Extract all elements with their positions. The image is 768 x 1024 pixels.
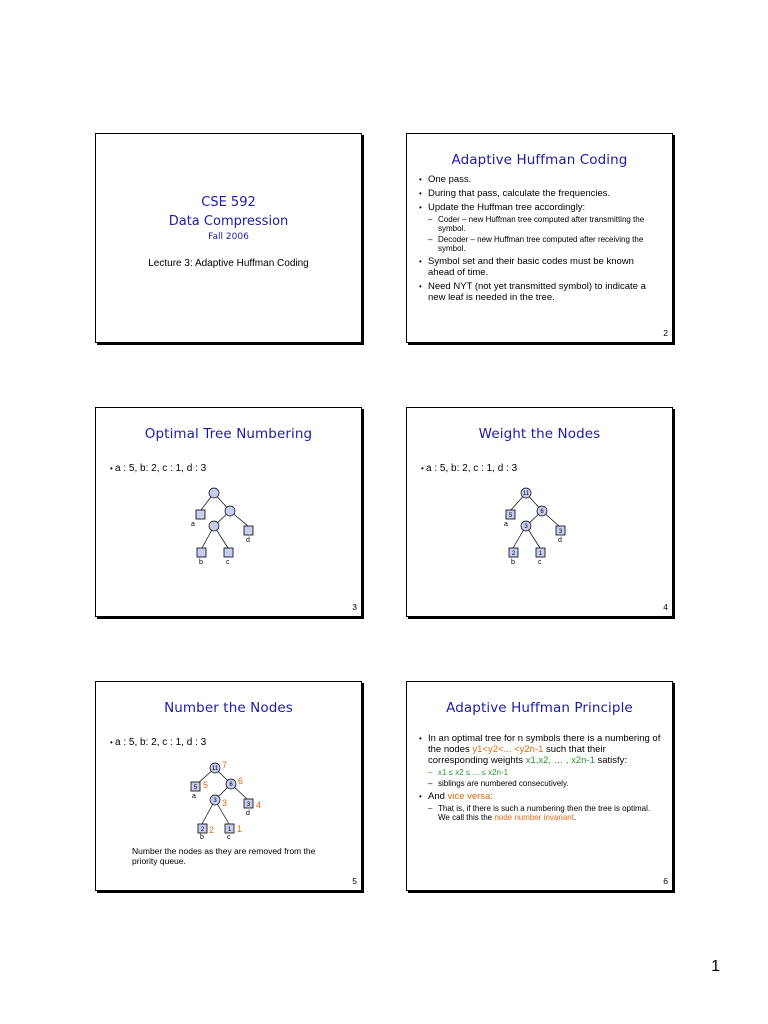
slide-2 xyxy=(406,133,673,343)
bullet-text: During that pass, calculate the frequencies. xyxy=(428,188,611,199)
leaf-label: b xyxy=(511,559,515,566)
node-weight: 5 xyxy=(508,513,513,519)
node-weight: 2 xyxy=(200,827,205,833)
slide-title: Optimal Tree Numbering xyxy=(144,426,313,442)
node-sequence: y1<y2<... <y2n-1 xyxy=(472,744,544,755)
bullet-list xyxy=(419,174,662,306)
slide-title: Adaptive Huffman Principle xyxy=(446,700,633,716)
leaf-label: a xyxy=(192,793,196,800)
leaf-node xyxy=(196,510,205,519)
node-number: 2 xyxy=(209,825,215,835)
slide-number: 6 xyxy=(663,876,668,886)
leaf-label: c xyxy=(226,559,230,566)
bullet-item xyxy=(419,188,662,199)
bullet-item xyxy=(419,202,662,253)
sub-text: . xyxy=(573,813,577,822)
sub-text: Decoder – new Huffman tree computed after receiving the symbol. xyxy=(438,235,644,253)
sub-text: x1 ≤ x2 ≤ ... ≤ x2n-1 xyxy=(438,768,509,777)
sub-item xyxy=(428,804,662,822)
highlight-text: node number invariant xyxy=(494,813,574,822)
slide-number: 5 xyxy=(352,876,357,886)
sub-list xyxy=(428,768,662,788)
node-weight: 5 xyxy=(193,785,198,791)
node-weight: 6 xyxy=(540,509,544,515)
lecture-title: Lecture 3: Adaptive Huffman Coding xyxy=(148,258,309,269)
node-number: 7 xyxy=(222,760,228,770)
huffman-tree-diagram xyxy=(96,408,363,618)
slide-5 xyxy=(95,681,362,891)
bullet-text: satisfy: xyxy=(594,755,628,766)
leaf-label: b xyxy=(199,559,203,566)
node-weight: 3 xyxy=(246,802,251,808)
slide-number: 4 xyxy=(663,602,668,612)
node-weight: 3 xyxy=(558,529,563,535)
sub-list xyxy=(428,804,662,822)
huffman-tree-diagram xyxy=(407,408,674,618)
bullet-text: And xyxy=(428,791,448,802)
bullet-list xyxy=(419,733,662,825)
leaf-label: d xyxy=(246,537,250,544)
course-title: CSE 592 xyxy=(201,195,256,210)
bullet-item xyxy=(419,281,662,303)
node-number: 1 xyxy=(237,824,243,834)
node-weight: 2 xyxy=(511,551,516,557)
example-text: • a : 5, b: 2, c : 1, d : 3 xyxy=(110,463,206,474)
sub-list xyxy=(428,215,662,253)
bullet-text: Need NYT (not yet transmitted symbol) to indicate a new leaf is needed in the tree. xyxy=(428,281,646,303)
leaf-node xyxy=(244,526,253,535)
slide-6 xyxy=(406,681,673,891)
slide-title: Number the Nodes xyxy=(164,700,293,716)
slide-4 xyxy=(406,407,673,617)
node-weight: 3 xyxy=(213,798,217,804)
sub-item xyxy=(428,768,662,777)
bullet-text: Update the Huffman tree accordingly: xyxy=(428,202,586,213)
node-number: 3 xyxy=(222,798,228,808)
weight-sequence: x1,x2, … , x2n-1 xyxy=(525,755,595,766)
leaf-label: a xyxy=(191,521,195,528)
bullet-item xyxy=(419,733,662,788)
node-number: 5 xyxy=(203,780,209,790)
node-weight: 11 xyxy=(211,766,219,772)
slide-title: Weight the Nodes xyxy=(478,426,601,442)
example-text: • a : 5, b: 2, c : 1, d : 3 xyxy=(421,463,517,474)
node-number: 4 xyxy=(256,800,262,810)
leaf-label: a xyxy=(504,521,508,528)
highlight-text: vice versa: xyxy=(447,791,493,802)
node-weight: 6 xyxy=(229,782,233,788)
course-subtitle: Data Compression xyxy=(168,214,289,229)
leaf-label: d xyxy=(558,537,562,544)
bullet-item xyxy=(419,791,662,822)
bullet-text: In an optimal tree for n symbols there is a numbering of the nodes xyxy=(428,733,661,755)
sub-item xyxy=(428,235,662,253)
leaf-label: c xyxy=(538,559,542,566)
slide-number: 3 xyxy=(352,602,357,612)
slide-title: Adaptive Huffman Coding xyxy=(451,152,628,168)
slide-caption: Number the nodes as they are removed from the priority queue. xyxy=(132,846,316,866)
node-weight: 1 xyxy=(227,827,232,833)
leaf-label: b xyxy=(200,834,204,841)
course-term: Fall 2006 xyxy=(208,232,249,242)
bullet-text: Symbol set and their basic codes must be known ahead of time. xyxy=(428,256,634,278)
bullet-item xyxy=(419,256,662,278)
example-text: • a : 5, b: 2, c : 1, d : 3 xyxy=(110,737,206,748)
node-number: 6 xyxy=(238,776,244,786)
tree-node xyxy=(209,488,219,498)
page-number: 1 xyxy=(711,958,720,975)
tree-node xyxy=(225,506,235,516)
slide-3 xyxy=(95,407,362,617)
sub-text: Coder – new Huffman tree computed after transmitting the symbol. xyxy=(438,215,645,233)
slide-number: 2 xyxy=(663,328,668,338)
leaf-label: c xyxy=(227,834,231,841)
sub-text: siblings are numbered consecutively. xyxy=(438,779,569,788)
sub-text: That is, if there is such a numbering then the tree is optimal. We call this the xyxy=(438,804,651,822)
node-weight: 1 xyxy=(538,551,543,557)
tree-node xyxy=(209,521,219,531)
bullet-item xyxy=(419,174,662,185)
node-weight: 3 xyxy=(524,524,528,530)
leaf-node xyxy=(197,548,206,557)
bullet-text: such that their corresponding weights xyxy=(428,744,606,766)
node-weight: 11 xyxy=(522,491,530,497)
sub-item xyxy=(428,215,662,233)
sub-item xyxy=(428,779,662,788)
leaf-label: d xyxy=(246,810,250,817)
bullet-text: One pass. xyxy=(428,174,472,185)
slide-1 xyxy=(95,133,362,343)
leaf-node xyxy=(224,548,233,557)
